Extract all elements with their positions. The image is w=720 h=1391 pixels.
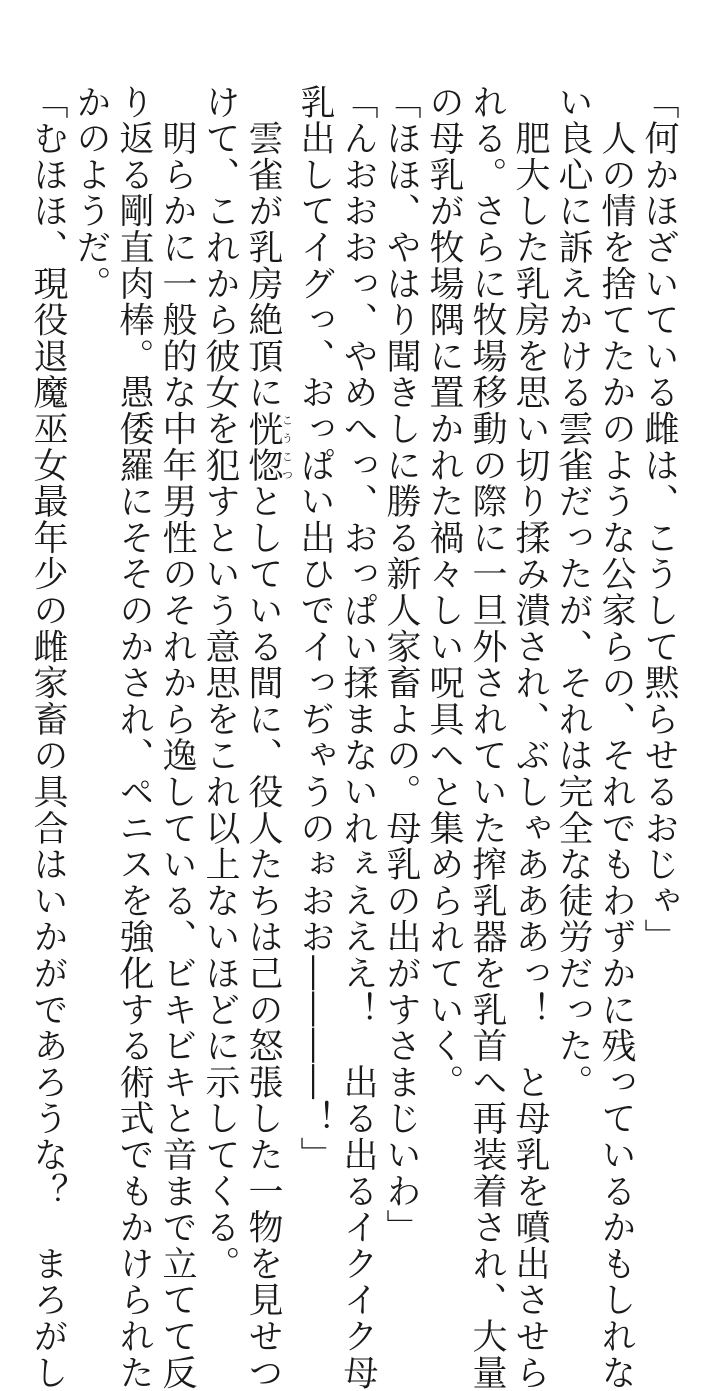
text-line: かのようだ。	[71, 84, 111, 302]
text-line: 乳出してイグっ、おっぱい出ひでイっぢゃうのぉおお――――！」	[295, 84, 335, 1173]
text-line: い良心に訴えかける雲雀だったが、それは完全な徒労だった。	[553, 84, 593, 1101]
ruby-reading: こうこつ	[280, 410, 294, 484]
text-line: 「ほほ、やはり聞きしに勝る新人家畜よの。母乳の出がすさまじいわ」	[381, 84, 421, 1246]
ruby-base: 恍惚	[243, 410, 283, 484]
text-line: 肥大した乳房を思い切り揉み潰され、ぶしゃあああっ！ と母乳を噴出させら	[510, 84, 550, 1391]
text-line: 「むほほ、現役退魔巫女最年少の雌家畜の具合はいかがであろうな？ まろがし	[28, 84, 68, 1391]
text-line: 「んおおおっ、やめへっ、おっぱい揉まないれぇえええ！ 出る出るイクイク母	[338, 84, 378, 1391]
text-line: の母乳が牧場隅に置かれた禍々しい呪具へと集められていく。	[424, 84, 464, 1101]
text-line-with-ruby	[241, 84, 294, 1391]
text-line: 「何かほざいている雌は、こうして黙らせるおじゃ」	[639, 84, 679, 956]
ruby-line-after: としている間に、役人たちは己の怒張した一物を見せつ	[243, 483, 283, 1391]
text-line: れる。さらに牧場移動の際に一旦外されていた搾乳器を乳首へ再装着され、大量	[467, 84, 507, 1391]
text-line: 人の情を捨てたかのような公家らの、それでもわずかに残っているかもしれな	[596, 84, 636, 1391]
vertical-text-body	[26, 84, 680, 1391]
text-line: り返る剛直肉棒。愚倭羅にそそのかされ、ペニスを強化する術式でもかけられた	[114, 84, 154, 1391]
text-line: けて、これから彼女を犯すという意思をこれ以上ないほどに示してくる。	[200, 84, 240, 1282]
ruby-line-before: 雲雀が乳房絶頂に	[243, 84, 283, 411]
text-line: 明らかに一般的な中年男性のそれから逸している、ビキビキと音まで立てて反	[157, 84, 197, 1391]
ruby-annotation	[243, 410, 294, 484]
